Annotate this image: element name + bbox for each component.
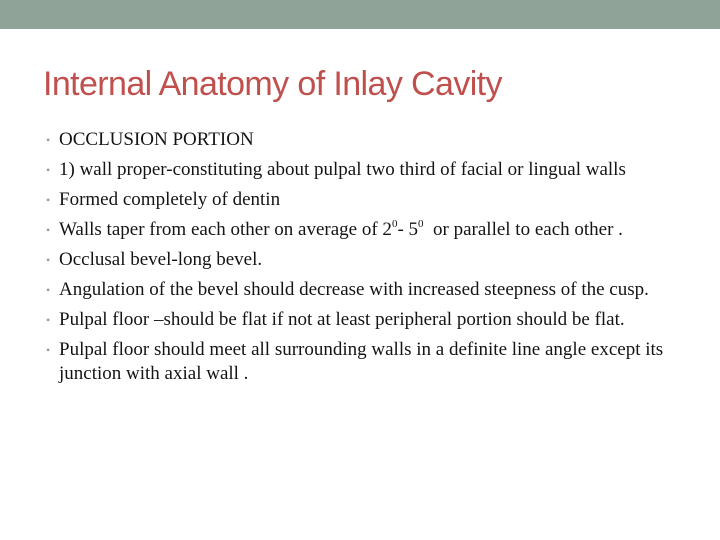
bullet-list — [46, 128, 686, 392]
bullet-dot-icon: • — [46, 313, 51, 327]
degree-superscript-1: 0 — [391, 217, 398, 230]
bullet-bevel-angulation — [46, 278, 686, 302]
bullet-pulpal-floor-flat — [46, 308, 686, 332]
top-accent-band — [0, 0, 720, 29]
bullet-text: Angulation of the bevel should decrease with increased steepness of the cusp. — [59, 279, 649, 300]
bullet-occlusal-bevel — [46, 248, 686, 272]
bullet-dot-icon: • — [46, 223, 51, 237]
bullet-text: OCCLUSION PORTION — [59, 129, 254, 150]
degree-superscript-2: 0 — [418, 217, 424, 230]
bullet-walls-taper — [46, 218, 686, 242]
bullet-text: Pulpal floor should meet all surrounding walls in a definite line angle except its junction with axial wall . — [59, 339, 664, 384]
taper-text-mid: - 5 — [397, 219, 419, 240]
taper-text-after: or parallel to each other . — [423, 219, 623, 240]
bullet-dot-icon: • — [46, 193, 51, 207]
taper-text-before: Walls taper from each other on average of 2 — [59, 219, 392, 240]
bullet-text: Occlusal bevel-long bevel. — [59, 249, 263, 270]
bullet-text: Pulpal floor –should be flat if not at least peripheral portion should be flat. — [59, 309, 625, 330]
bullet-dot-icon: • — [46, 283, 51, 297]
bullet-formed-of-dentin — [46, 188, 686, 212]
bullet-dot-icon: • — [46, 253, 51, 267]
bullet-text — [59, 219, 623, 240]
bullet-dot-icon: • — [46, 163, 51, 177]
bullet-text: 1) wall proper-constituting about pulpal two third of facial or lingual walls — [59, 159, 626, 180]
bullet-wall-proper — [46, 158, 686, 182]
bullet-occlusion-portion — [46, 128, 686, 152]
bullet-dot-icon: • — [46, 133, 51, 147]
bullet-text: Formed completely of dentin — [59, 189, 281, 210]
bullet-dot-icon: • — [46, 343, 51, 357]
bullet-pulpal-floor-line-angle — [46, 338, 686, 385]
slide-title: Internal Anatomy of Inlay Cavity — [43, 65, 502, 103]
